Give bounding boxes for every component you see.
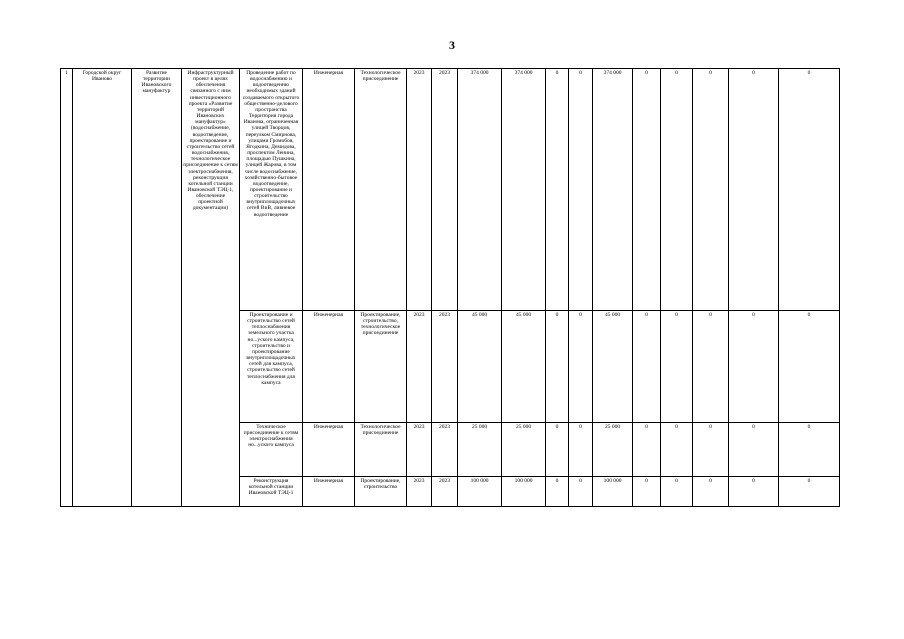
row-number-cell: 1 [61, 69, 73, 507]
start-year-cell: 2023 [407, 423, 432, 477]
total-cell: 25 000 [458, 423, 502, 477]
value-cell: 0 [693, 311, 729, 423]
value-cell: 0 [779, 423, 840, 477]
infrastructure-cell: Инфраструктурный проект в целях обеспечения связанного с ним инвестиционного проекта «Развитие территорий Ивановских мануфактур» (водоснабжение, водоотведение, проектирование и строительство сетей водоснабжения, технологическое присоединение к сетям электроснабжения, реконструкция котельной станции Ивановской ТЭЦ-1, обеспечение проектной документации) [182, 69, 240, 507]
value-cell: 100 000 [502, 477, 546, 507]
start-year-cell: 2023 [407, 69, 432, 311]
total-cell: 100 000 [458, 477, 502, 507]
type-cell: Инженерная [303, 311, 355, 423]
value-cell: 0 [661, 69, 693, 311]
project-cell: Развитие территории Ивановского мануфактур [132, 69, 182, 507]
stage-cell: Технологическое присоединение [355, 69, 407, 311]
value-cell: 0 [633, 423, 661, 477]
end-year-cell: 2023 [432, 423, 458, 477]
value-cell: 0 [569, 311, 593, 423]
value-cell: 0 [779, 311, 840, 423]
type-cell: Инженерная [303, 69, 355, 311]
value-cell: 0 [661, 311, 693, 423]
work-cell: Проведение работ по водоснабжению и водоотведению необходимых зданий создаваемого открытого общественно-делового пространства Территория города Иванова, ограниченная улицей Творцов, переулком Смирнова, улицами Громобоя, Ягодкина, Демидова, проспектом Ленина, площадью Пушкина, улицей Жарова, в том числе водоснабжение, хозяйственно-бытовое водоотведение, проектирование и строительство внутриплощадочных сетей ВиВ, ливневое водоотведение [240, 69, 303, 311]
value-cell: 0 [546, 477, 569, 507]
value-cell: 45 000 [593, 311, 633, 423]
value-cell: 0 [661, 477, 693, 507]
end-year-cell: 2023 [432, 69, 458, 311]
type-cell: Инженерная [303, 477, 355, 507]
value-cell: 0 [729, 477, 779, 507]
stage-cell: Технологическое присоединение [355, 423, 407, 477]
value-cell: 0 [633, 477, 661, 507]
work-cell: Техническое присоединение к сетям электроснабжения но...уского кампуса [240, 423, 303, 477]
stage-cell: Проектирование, строительство, технологическое присоединение [355, 311, 407, 423]
value-cell: 100 000 [593, 477, 633, 507]
value-cell: 0 [546, 311, 569, 423]
value-cell: 0 [661, 423, 693, 477]
start-year-cell: 2023 [407, 311, 432, 423]
value-cell: 0 [633, 311, 661, 423]
value-cell: 374 000 [502, 69, 546, 311]
end-year-cell: 2023 [432, 477, 458, 507]
value-cell: 0 [693, 69, 729, 311]
stage-cell: Проектирование, строительство [355, 477, 407, 507]
value-cell: 0 [693, 477, 729, 507]
value-cell: 0 [546, 69, 569, 311]
table-row [61, 69, 840, 311]
value-cell: 0 [729, 423, 779, 477]
value-cell: 25 000 [502, 423, 546, 477]
type-cell: Инженерная [303, 423, 355, 477]
infrastructure-table [60, 68, 840, 507]
start-year-cell: 2023 [407, 477, 432, 507]
page-number: 3 [449, 38, 455, 52]
value-cell: 0 [633, 69, 661, 311]
value-cell: 0 [729, 311, 779, 423]
value-cell: 374 000 [593, 69, 633, 311]
value-cell: 0 [546, 423, 569, 477]
value-cell: 0 [569, 477, 593, 507]
value-cell: 0 [693, 423, 729, 477]
value-cell: 0 [779, 69, 840, 311]
total-cell: 45 000 [458, 311, 502, 423]
value-cell: 25 000 [593, 423, 633, 477]
value-cell: 0 [779, 477, 840, 507]
value-cell: 0 [729, 69, 779, 311]
value-cell: 0 [569, 423, 593, 477]
municipality-cell: Городской округ Иваново [73, 69, 132, 507]
total-cell: 374 000 [458, 69, 502, 311]
value-cell: 45 000 [502, 311, 546, 423]
end-year-cell: 2023 [432, 311, 458, 423]
value-cell: 0 [569, 69, 593, 311]
work-cell: Проектирование и строительство сетей теплоснабжения земельного участка но...уского кампуса, строительство и проектирование внутриплощадочных сетей для кампуса, строительство сетей теплоснабжения для кампуса [240, 311, 303, 423]
work-cell: Реконструкция котельной станции Ивановской ТЭЦ-1 [240, 477, 303, 507]
